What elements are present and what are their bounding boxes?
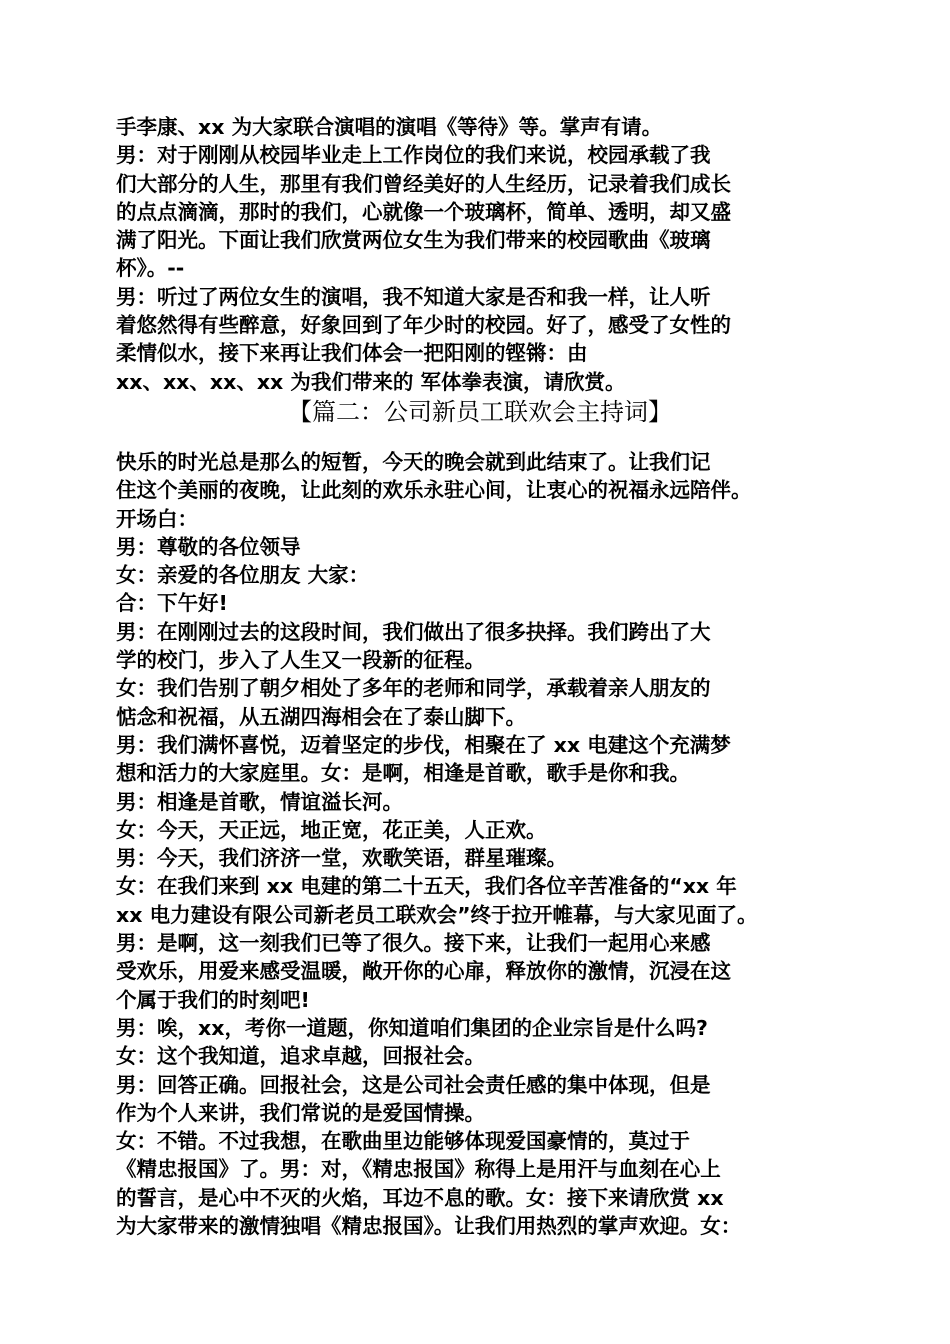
text-line: 受欢乐，用爱来感受温暖，敞开你的心扉，释放你的激情，沉浸在这 [116, 959, 731, 984]
text-line: 柔情似水，接下来再让我们体会一把阳刚的铿锵：由 [116, 341, 588, 366]
text-line: 为大家带来的激情独唱《精忠报国》。让我们用热烈的掌声欢迎。女： [116, 1213, 742, 1238]
text-line: 住这个美丽的夜晚，让此刻的欢乐永驻心间，让衷心的祝福永远陪伴。 [116, 478, 752, 503]
text-line: xx、xx、xx、xx 为我们带来的 军体拳表演，请欣赏。 [116, 369, 626, 394]
text-line: 女：这个我知道，追求卓越，回报社会。 [116, 1044, 485, 1069]
text-line: 快乐的时光总是那么的短暂，今天的晚会就到此结束了。让我们记 [116, 449, 711, 474]
text-line: 男：对于刚刚从校园毕业走上工作岗位的我们来说，校园承载了我 [116, 143, 711, 168]
text-line: 着悠然得有些醉意，好象回到了年少时的校园。好了，感受了女性的 [116, 313, 731, 338]
text-line: 男：我们满怀喜悦，迈着坚定的步伐，相聚在了 xx 电建这个充满梦 [116, 732, 731, 757]
section-heading: 【篇二：公司新员工联欢会主持词】 [288, 397, 672, 426]
text-line: 男：听过了两位女生的演唱，我不知道大家是否和我一样，让人听 [116, 284, 711, 309]
text-line: xx 电力建设有限公司新老员工联欢会”终于拉开帷幕，与大家见面了。 [116, 902, 758, 927]
text-line: 们大部分的人生，那里有我们曾经美好的人生经历，记录着我们成长 [116, 171, 731, 196]
text-line: 男：唉，xx，考你一道题，你知道咱们集团的企业宗旨是什么吗? [116, 1015, 708, 1040]
text-line: 《精忠报国》了。男：对，《精忠报国》称得上是用汗与血刻在心上 [116, 1157, 721, 1182]
text-line: 男：尊敬的各位领导 [116, 534, 301, 559]
section-1-text [116, 113, 856, 396]
text-line: 开场白： [116, 506, 198, 531]
section-2-text [116, 448, 856, 1240]
text-line: 想和活力的大家庭里。女：是啊，相逢是首歌，歌手是你和我。 [116, 761, 690, 786]
text-line: 的誓言，是心中不灭的火焰，耳边不息的歌。女：接下来请欣赏 xx [116, 1185, 724, 1210]
text-line: 女：今天，天正远，地正宽，花正美，人正欢。 [116, 817, 547, 842]
document-page [116, 113, 856, 1240]
text-line: 女：不错。不过我想，在歌曲里边能够体现爱国豪情的，莫过于 [116, 1129, 690, 1154]
text-line: 作为个人来讲，我们常说的是爱国情操。 [116, 1100, 485, 1125]
text-line: 个属于我们的时刻吧! [116, 987, 310, 1012]
text-line: 合：下午好! [116, 591, 228, 616]
text-line: 男：是啊，这一刻我们已等了很久。接下来，让我们一起用心来感 [116, 931, 711, 956]
text-line: 的点点滴滴，那时的我们，心就像一个玻璃杯，简单、透明，却又盛 [116, 199, 731, 224]
text-line: 男：今天，我们济济一堂，欢歌笑语，群星璀璨。 [116, 846, 567, 871]
text-line: 女：亲爱的各位朋友 大家： [116, 563, 370, 588]
text-line: 惦念和祝福，从五湖四海相会在了泰山脚下。 [116, 704, 526, 729]
text-line: 男：回答正确。回报社会，这是公司社会责任感的集中体现，但是 [116, 1072, 711, 1097]
text-line: 男：相逢是首歌，情谊溢长河。 [116, 789, 403, 814]
text-line: 女：在我们来到 xx 电建的第二十五天，我们各位辛苦准备的“xx 年 [116, 874, 737, 899]
text-line: 女：我们告别了朝夕相处了多年的老师和同学，承载着亲人朋友的 [116, 676, 711, 701]
text-line: 男：在刚刚过去的这段时间，我们做出了很多抉择。我们跨出了大 [116, 619, 711, 644]
text-line: 杯》。-- [116, 256, 185, 281]
text-line: 学的校门，步入了人生又一段新的征程。 [116, 648, 485, 673]
text-line: 手李康、xx 为大家联合演唱的演唱《等待》等。掌声有请。 [116, 115, 663, 139]
text-line: 满了阳光。下面让我们欣赏两位女生为我们带来的校园歌曲《玻璃 [116, 228, 711, 253]
